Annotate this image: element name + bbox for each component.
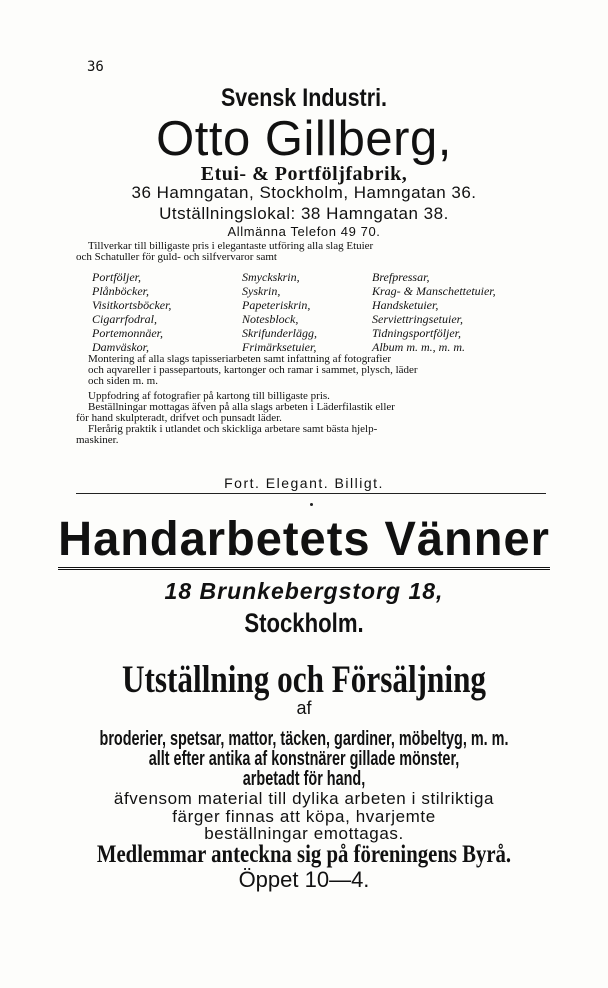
- product-row: [92, 270, 562, 284]
- society-name: [6, 512, 602, 570]
- material-line: färger finnas att köpa, hvarjemte: [172, 807, 436, 826]
- divider-rule: [76, 493, 546, 494]
- services-paragraph: [76, 391, 546, 446]
- product-item: Plånböcker,: [92, 284, 149, 298]
- phone-line: Allmänna Telefon 49 70.: [227, 224, 381, 239]
- sale-headline: Utställning och Försäljning: [121, 658, 487, 701]
- paragraph-line: och siden m. m.: [88, 375, 158, 387]
- product-item: Notesblock,: [242, 312, 299, 326]
- paragraph-line: och aqvareller i passepartouts, kartonger och ramar i sammet, plysch, läder: [88, 364, 418, 376]
- product-item: Visitkortsböcker,: [92, 298, 172, 312]
- goods-line: allt efter antika af konstnärer gillade mönster,: [148, 748, 460, 770]
- product-item: Portföljer,: [92, 270, 142, 284]
- company-subtitle: Etui- & Portföljfabrik,: [200, 163, 408, 185]
- product-item: Skrifunderlägg,: [242, 326, 317, 340]
- paragraph-line: Beställningar mottagas äfven på alla slags arbeten i Läderfilastik eller: [88, 401, 395, 413]
- paragraph-line: för hand skulpteradt, drifvet och punsadt läder.: [76, 412, 282, 424]
- material-line: äfvensom material till dylika arbeten i stilriktiga: [113, 789, 495, 808]
- product-row: [92, 326, 562, 340]
- product-row: [92, 340, 562, 354]
- montering-paragraph: [76, 354, 546, 387]
- product-item: Serviettringsetuier,: [372, 312, 463, 326]
- society-name-text: Handarbetets Vänner: [58, 513, 550, 570]
- intro-line: och Schatuller för guld- och silfvervaror samt: [76, 251, 277, 263]
- members-line: Medlemmar anteckna sig på föreningens Byrå.: [96, 841, 512, 868]
- product-item: Portemonnäer,: [92, 326, 163, 340]
- product-item: Tidningsportföljer,: [372, 326, 462, 340]
- paragraph-line: Montering af alla slags tapisseriarbeten samt infattning af fotografier: [88, 353, 392, 365]
- divider-dot: [310, 503, 313, 506]
- intro-line: Tillverkar till billigaste pris i elegantaste utföring alla slag Etuier: [88, 240, 374, 252]
- opening-hours: Öppet 10—4.: [238, 867, 370, 892]
- paragraph-line: Flerårig praktik i utlandet och skickliga arbetare samt bästa hjelp-: [88, 423, 378, 435]
- af-word: af: [296, 698, 312, 718]
- header-svensk-industri: Svensk Industri.: [220, 84, 388, 112]
- city: Stockholm.: [244, 608, 364, 638]
- address-line: 36 Hamngatan, Stockholm, Hamngatan 36.: [131, 183, 477, 202]
- street-address: 18 Brunkebergstorg 18,: [164, 578, 444, 604]
- paragraph-line: Uppfodring af fotografier på kartong till billigaste pris.: [88, 390, 330, 402]
- goods-line: arbetadt för hand,: [242, 768, 366, 790]
- product-item: Papeteriskrin,: [242, 298, 311, 312]
- paragraph-line: maskiner.: [76, 434, 119, 446]
- product-row: [92, 312, 562, 326]
- material-line: beställningar emottagas.: [204, 824, 404, 843]
- company-name: Otto Gillberg,: [156, 112, 452, 166]
- product-row: [92, 298, 562, 312]
- product-item: Handsketuier,: [372, 298, 439, 312]
- intro-paragraph: [76, 241, 546, 263]
- product-item: Krag- & Manschettetuier,: [372, 284, 496, 298]
- page-number: 36: [87, 59, 104, 75]
- product-item: Cigarrfodral,: [92, 312, 158, 326]
- product-list: [92, 270, 562, 354]
- product-item: Brefpressar,: [372, 270, 430, 284]
- product-item: Smyckskrin,: [242, 270, 300, 284]
- goods-line: broderier, spetsar, mattor, täcken, gardiner, möbeltyg, m. m.: [99, 728, 509, 750]
- product-item: Album m. m., m. m.: [372, 340, 465, 354]
- product-row: [92, 284, 562, 298]
- product-item: Syskrin,: [242, 284, 281, 298]
- product-item: Frimärksetuier,: [242, 340, 317, 354]
- product-item: Damväskor,: [92, 340, 149, 354]
- exhibition-line: Utställningslokal: 38 Hamngatan 38.: [159, 204, 449, 223]
- motto: Fort. Elegant. Billigt.: [224, 475, 384, 491]
